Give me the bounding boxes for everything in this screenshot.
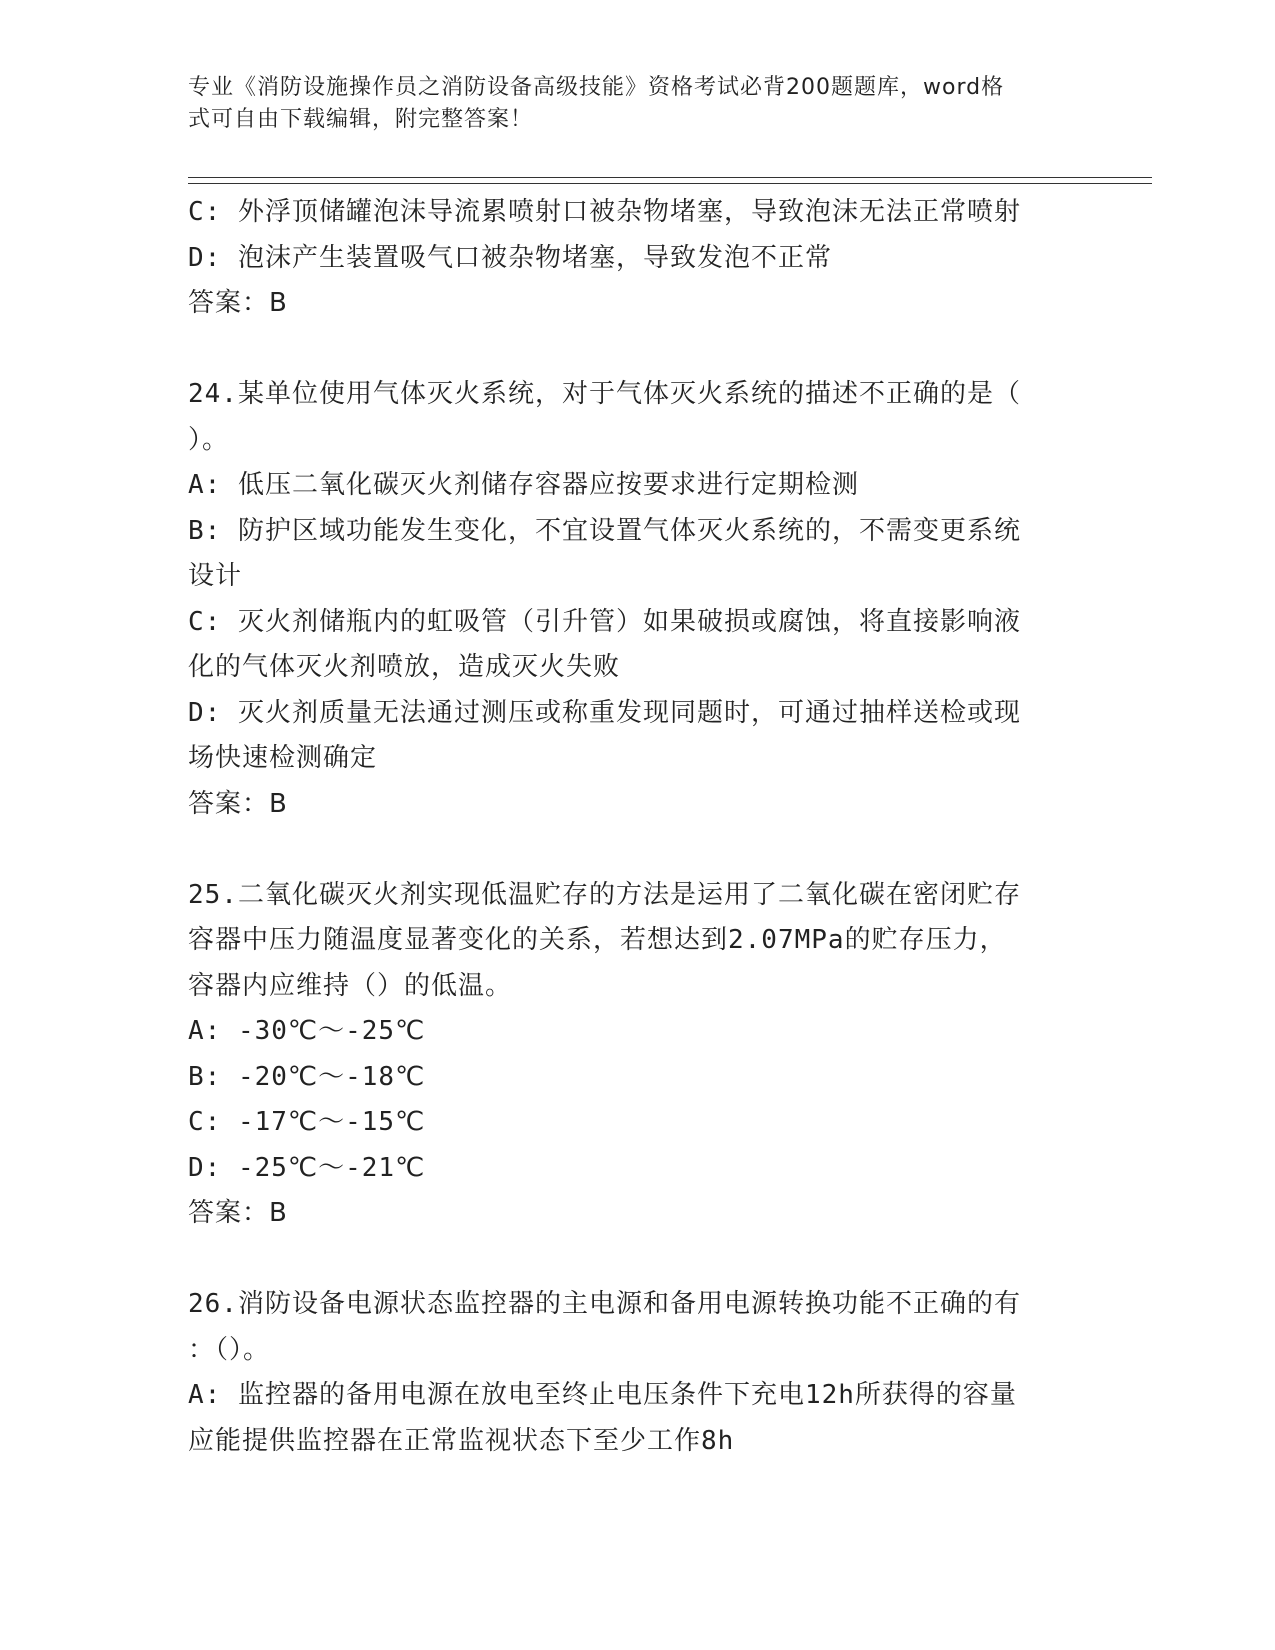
option-d: D: 泡沫产生装置吸气口被杂物堵塞，导致发泡不正常 (188, 242, 832, 273)
question-stem-cont: ：（）。 (188, 1334, 271, 1365)
header-line-1: 专业《消防设施操作员之消防设备高级技能》资格考试必背200题题库，word格 (188, 75, 1005, 100)
question-26 (188, 1282, 1088, 1464)
option-a: A: 监控器的备用电源在放电至终止电压条件下充电12h所获得的容量 (188, 1380, 1017, 1410)
option-b: B: 防护区域功能发生变化，不宜设置气体灭火系统的，不需变更系统 (188, 515, 1021, 546)
option-d: D: 灭火剂质量无法通过测压或称重发现同题时，可通过抽样送检或现 (188, 697, 1021, 728)
question-23-tail (188, 190, 1088, 327)
question-stem: 26.消防设备电源状态监控器的主电源和备用电源转换功能不正确的有 (188, 1289, 1021, 1319)
question-stem-cont: 容器中压力随温度显著变化的关系，若想达到2.07MPa的贮存压力， (188, 925, 1007, 955)
document-body (188, 190, 1088, 1464)
option-d: D: -25℃～-21℃ (188, 1152, 426, 1183)
question-24 (188, 372, 1088, 827)
spacer (188, 1237, 1088, 1283)
option-a-cont: 应能提供监控器在正常监视状态下至少工作8h (188, 1425, 735, 1456)
header-line-2: 式可自由下载编辑，附完整答案！ (188, 107, 534, 132)
question-stem: 25.二氧化碳灭火剂实现低温贮存的方法是运用了二氧化碳在密闭贮存 (188, 879, 1021, 910)
question-25 (188, 873, 1088, 1237)
document-header (188, 72, 1068, 136)
question-stem-cont: ）。 (188, 424, 230, 455)
header-divider-top (188, 177, 1152, 178)
option-a: A: -30℃～-25℃ (188, 1016, 426, 1046)
option-c-cont: 化的气体灭火剂喷放，造成灭火失败 (188, 652, 621, 682)
option-b-cont: 设计 (188, 561, 243, 591)
option-c: C: 外浮顶储罐泡沫导流累喷射口被杂物堵塞，导致泡沫无法正常喷射 (188, 197, 1021, 227)
spacer (188, 827, 1088, 873)
option-c: C: 灭火剂储瓶内的虹吸管（引升管）如果破损或腐蚀，将直接影响液 (188, 606, 1021, 637)
option-a: A: 低压二氧化碳灭火剂储存容器应按要求进行定期检测 (188, 470, 859, 500)
answer-line: 答案：B (188, 1198, 288, 1228)
option-b: B: -20℃～-18℃ (188, 1061, 426, 1092)
header-divider-bottom (188, 183, 1152, 184)
spacer (188, 327, 1088, 373)
answer-line: 答案：B (188, 288, 288, 318)
question-stem: 24.某单位使用气体灭火系统，对于气体灭火系统的描述不正确的是（ (188, 379, 1021, 409)
option-d-cont: 场快速检测确定 (188, 743, 378, 773)
answer-line: 答案：B (188, 788, 288, 819)
question-stem-cont: 容器内应维持（）的低温。 (188, 970, 513, 1001)
option-c: C: -17℃～-15℃ (188, 1107, 426, 1137)
